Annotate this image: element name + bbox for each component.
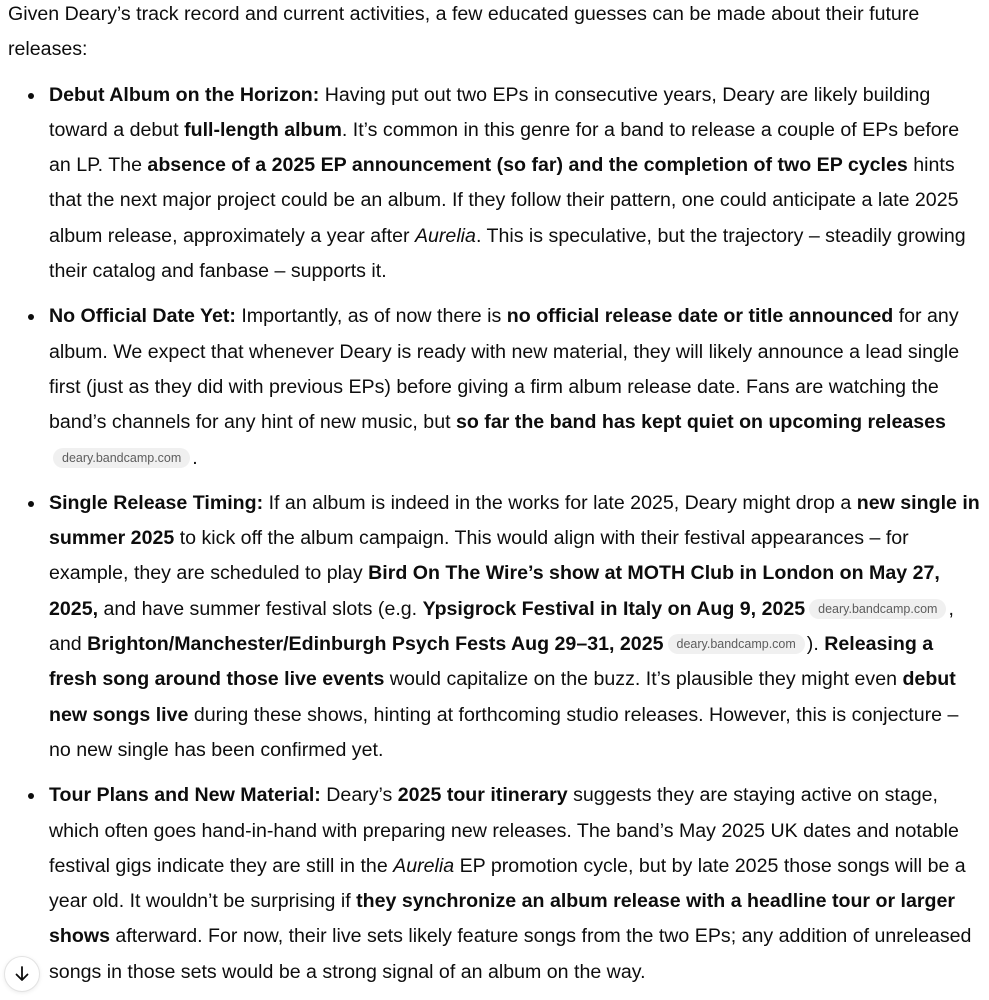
scroll-to-bottom-button[interactable]	[4, 956, 40, 992]
bold-text: Debut Album on the Horizon:	[49, 83, 320, 106]
italic-text: Aurelia	[414, 224, 476, 247]
bold-text: they synchronize an album release with a headline tour or larger shows	[49, 890, 955, 948]
list-item-no-official-date	[49, 299, 983, 475]
source-citation-chip[interactable]: deary.bandcamp.com	[668, 634, 805, 654]
text: EP promotion cycle, but by late 2025 those songs will be a year old. It wouldn’t be surprising if	[49, 854, 966, 913]
list-item-debut-album	[49, 78, 983, 290]
text: and have summer festival slots (e.g.	[98, 597, 423, 620]
bold-text: Ypsigrock Festival in Italy on Aug 9, 2025	[422, 597, 806, 620]
bold-text: debut new songs live	[49, 668, 956, 726]
list-item-tour-plans	[49, 778, 983, 990]
text: to kick off the album campaign. This would align with their festival appearances – for example, they are scheduled to play	[49, 527, 909, 585]
bold-text: Brighton/Manchester/Edinburgh Psych Fests Aug 29–31, 2025	[87, 633, 664, 656]
source-citation-chip[interactable]: deary.bandcamp.com	[809, 599, 946, 619]
text: ).	[806, 633, 825, 656]
text: Importantly, as of now there is	[235, 305, 507, 328]
text: Deary’s	[320, 784, 398, 807]
text: .	[192, 446, 198, 469]
text: suggests they are staying active on stage, which often goes hand-in-hand with preparing new releases. The band’s May 2025 UK dates and notable festival gigs indicate they are still in the	[49, 784, 959, 877]
source-citation-chip[interactable]: deary.bandcamp.com	[53, 448, 190, 468]
text: , and	[49, 597, 954, 656]
bold-text: Tour Plans and New Material:	[49, 784, 321, 807]
bold-text: so far the band has kept quiet on upcoming releases	[456, 411, 946, 434]
text: . It’s common in this genre for a band to release a couple of EPs before an LP. The	[49, 118, 960, 177]
bold-text: Releasing a fresh song around those live events	[49, 633, 934, 691]
text: hints that the next major project could be an album. If they follow their pattern, one could anticipate a late 2025 album release, approximately a year after	[49, 154, 959, 247]
text: would capitalize on the buzz. It’s plausible they might even	[384, 668, 903, 691]
bold-text: No Official Date Yet:	[49, 305, 236, 328]
text: . This is speculative, but the trajectory – steadily growing their catalog and fanbase – supports it.	[49, 224, 966, 283]
bold-text: new single in summer 2025	[49, 491, 980, 550]
text: during these shows, hinting at forthcoming studio releases. However, this is conjecture – no new single has been confirmed yet.	[49, 703, 959, 761]
italic-text: Aurelia	[393, 854, 455, 877]
bold-text: no official release date or title announced	[506, 305, 894, 328]
bold-text: 2025 tour itinerary	[397, 784, 568, 807]
bold-text: full-length album	[184, 118, 342, 141]
text: Having put out two EPs in consecutive years, Deary are likely building toward a debut	[49, 83, 931, 141]
bold-text: Bird On The Wire’s show at MOTH Club in London on May 27, 2025,	[49, 562, 940, 620]
text: If an album is indeed in the works for late 2025, Deary might drop a	[263, 491, 857, 514]
response-document	[8, 0, 983, 1000]
bold-text: absence of a 2025 EP announcement (so far) and the completion of two EP cycles	[147, 154, 908, 177]
arrow-down-icon	[13, 965, 31, 983]
intro-paragraph: Given Deary’s track record and current activities, a few educated guesses can be made about their future releases:	[8, 3, 920, 61]
text: afterward. For now, their live sets likely feature songs from the two EPs; any addition of unreleased songs in those sets would be a strong signal of an album on the way.	[49, 925, 972, 983]
list-item-single-release-timing	[49, 486, 983, 768]
prediction-list	[8, 78, 983, 990]
text: for any album. We expect that whenever Deary is ready with new material, they will likely announce a lead single first (just as they did with previous EPs) before giving a firm album release date. Fans are watching the band’s channels for any hint of new music, but	[49, 305, 960, 434]
bold-text: Single Release Timing:	[49, 491, 264, 514]
